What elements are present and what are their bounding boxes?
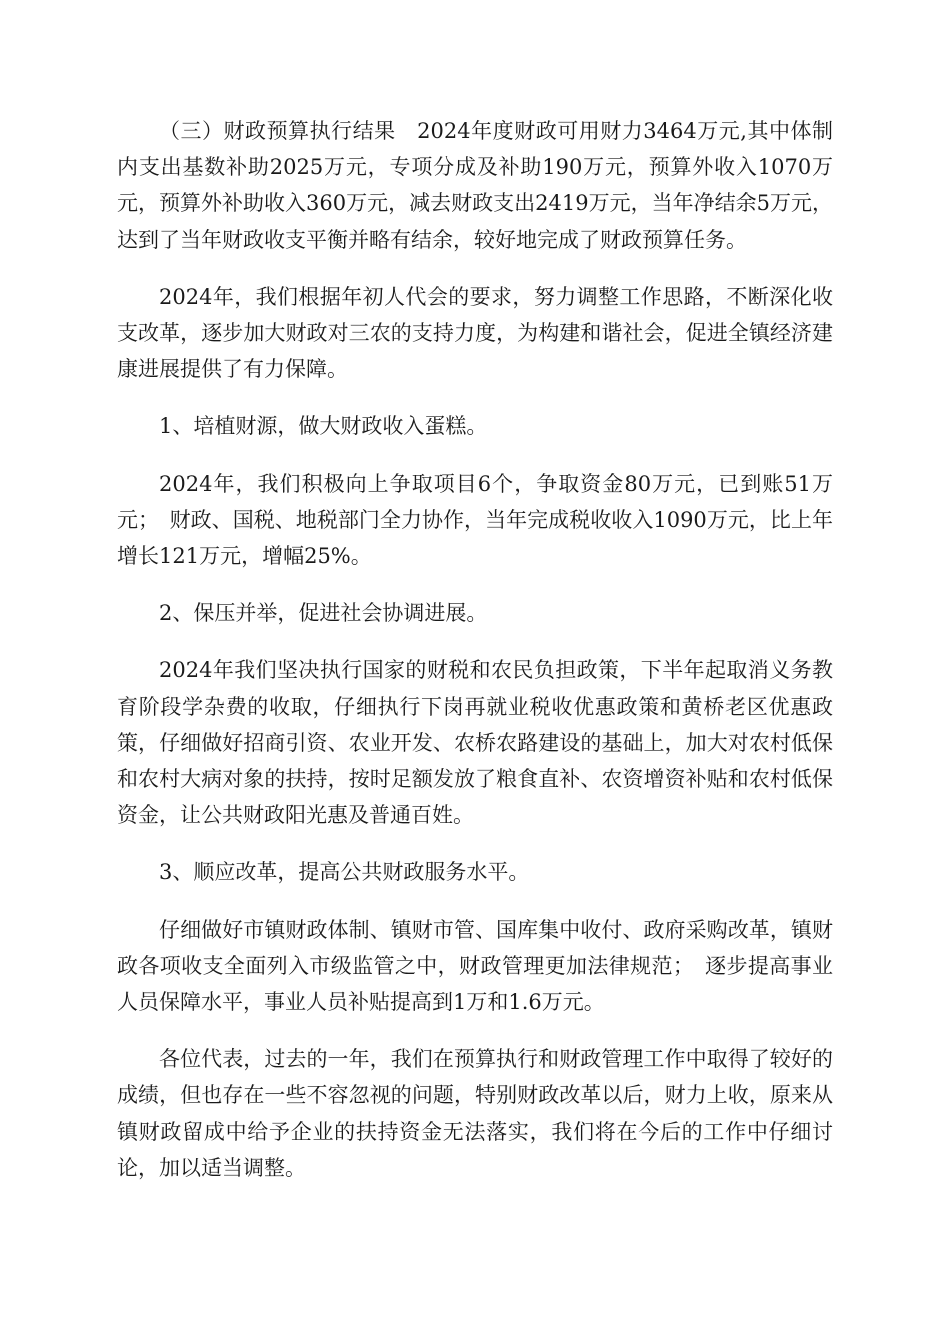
paragraph-policy: 2024年我们坚决执行国家的财税和农民负担政策，下半年起取消义务教育阶段学杂费的收取，仔细执行下岗再就业税收优惠政策和黄桥老区优惠政策，仔细做好招商引资、农业开发、农桥农路建设的基础上，加大对农村低保和农村大病对象的扶持，按时足额发放了粮食直补、农资增资补贴和农村低保资金，让公共财政阳光惠及普通百姓。 [117,658,833,828]
section-heading-1: 1、培植财源，做大财政收入蛋糕。 [159,414,488,439]
paragraph-reform: 仔细做好市镇财政体制、镇财市管、国库集中收付、政府采购改革，镇财政各项收支全面列入市级监管之中，财政管理更加法律规范； 逐步提高事业人员保障水平，事业人员补贴提高到1万和1.6万元。 [117,917,833,1015]
section-heading-2: 2、保压并举，促进社会协调进展。 [159,601,488,626]
paragraph-conclusion: 各位代表，过去的一年，我们在预算执行和财政管理工作中取得了较好的成绩，但也存在一些不容忽视的问题，特别财政改革以后，财力上收，原来从镇财政留成中给予企业的扶持资金无法落实，我们将在今后的工作中仔细讨论，加以适当调整。 [117,1047,833,1180]
paragraph-budget-results: （三）财政预算执行结果 2024年度财政可用财力3464万元,其中体制内支出基数补助2025万元，专项分成及补助190万元，预算外收入1070万元，预算外补助收入360万元，减去财政支出2419万元，当年净结余5万元，达到了当年财政收支平衡并略有结余，较好地完成了财政预算任务。 [117,119,833,252]
document-body [117,113,833,1207]
paragraph-revenue: 2024年，我们积极向上争取项目6个，争取资金80万元，已到账51万元； 财政、国税、地税部门全力协作，当年完成税收收入1090万元，比上年增长121万元，增幅25%。 [117,471,833,569]
paragraph-overview: 2024年，我们根据年初人代会的要求，努力调整工作思路，不断深化收支改革，逐步加大财政对三农的支持力度，为构建和谐社会，促进全镇经济建康进展提供了有力保障。 [117,284,833,382]
section-heading-3: 3、顺应改革，提高公共财政服务水平。 [159,860,530,885]
